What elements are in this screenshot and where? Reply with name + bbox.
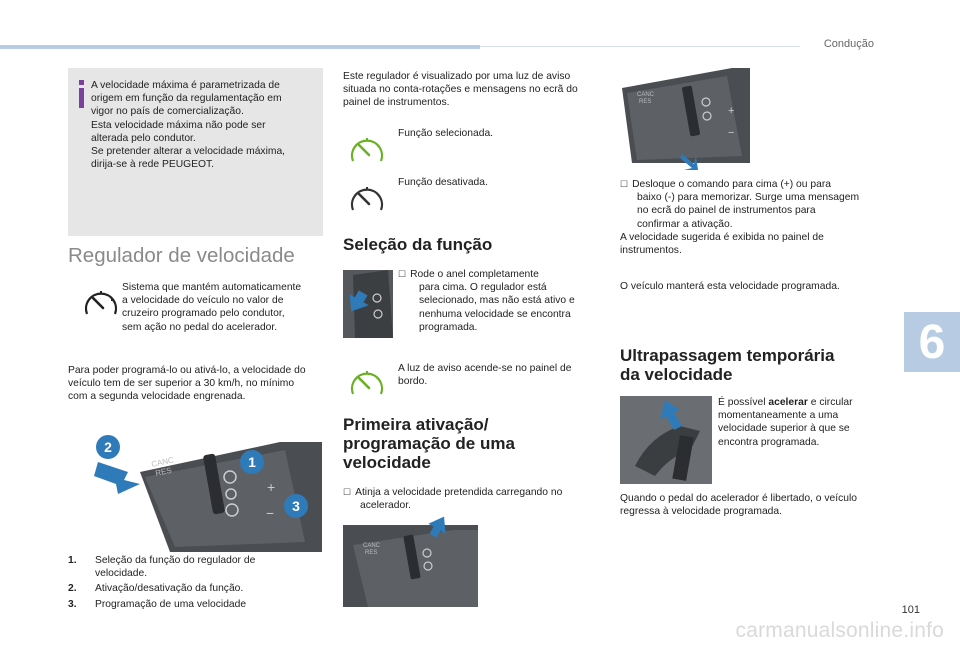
pedal-release-text: Quando o pedal do acelerador é libertado, o veículo regressa à velocidade programada. — [620, 493, 857, 518]
svg-text:CANC: CANC — [150, 455, 175, 469]
overtake-title: Ultrapassagem temporária da velocidade — [620, 346, 835, 384]
overtake-text: É possível acelerar e circular momentaneamente a uma velocidade superior à que se encontra programada. — [718, 397, 853, 448]
bullet-icon: ☐ — [620, 179, 629, 189]
cruise-requirement-text: Para poder programá-lo ou ativá-lo, a velocidade do veículo tem de ser superior a 30 km/h, no mínimo com a segunda velocidade engrenada. — [68, 365, 306, 403]
function-deactivated-label: Função desativada. — [398, 177, 488, 188]
cruise-intro-text: Sistema que mantém automaticamente a velocidade do veículo no valor de cruzeiro programado pelo condutor, sem ação no pedal do acelerador. — [122, 282, 302, 333]
speedometer-green-icon — [348, 366, 386, 398]
stalk-plus-minus-image — [622, 68, 750, 163]
warning-light-intro: Este regulador é visualizado por uma luz de aviso situada no conta-rotações e mensagens no ecrã do painel de instrumentos. — [343, 71, 578, 109]
info-icon — [76, 79, 88, 109]
list-item: 1. Seleção da função do regulador de velocidade. — [68, 555, 256, 580]
list-item: 3. Programação de uma velocidade — [68, 598, 247, 610]
maintain-speed-text: O veículo manterá esta velocidade programada. — [620, 281, 840, 292]
lamp-lit-text: A luz de aviso acende-se no painel de bordo. — [398, 363, 572, 388]
svg-text:2: 2 — [104, 439, 112, 455]
header-accent-bar — [0, 45, 480, 49]
svg-text:1: 1 — [248, 454, 256, 470]
cruise-stalk-image — [90, 432, 322, 552]
speedometer-green-icon — [348, 133, 386, 165]
svg-text:−: − — [728, 127, 735, 139]
speedometer-icon — [82, 286, 120, 318]
steps-list — [68, 554, 328, 613]
svg-text:CANC: CANC — [363, 543, 381, 549]
svg-text:+: + — [267, 479, 276, 495]
section-name: Condução — [823, 38, 874, 50]
ring-selector-image — [343, 270, 393, 338]
svg-text:+: + — [728, 105, 735, 117]
chapter-tab: 6 — [904, 312, 960, 372]
info-text: A velocidade máxima é parametrizada de origem em função da regulamentação em vigor no país de comercialização. Esta velocidade máxima não pode ser alterada pelo condutor. Se pretender alterar a velocidade máxima, dirija-se à rede PEUGEOT. — [91, 80, 286, 171]
accelerator-pedal-image — [620, 396, 712, 484]
speedometer-grey-icon — [348, 182, 386, 214]
memorize-instructions: ☐ Desloque o comando para cima (+) ou para baixo (-) para memorizar. Surge uma mensagem no ecrã do painel de instrumentos para confirmar a ativação. A velocidade sugerida é exibida no painel de instrumentos. — [620, 179, 860, 257]
svg-text:RES: RES — [154, 465, 173, 478]
selection-title: Seleção da função — [343, 235, 493, 254]
arrow-down-right-icon — [680, 150, 700, 172]
bullet-icon: ☐ — [343, 487, 352, 497]
page-number: 101 — [901, 604, 920, 616]
svg-text:−: − — [266, 505, 275, 521]
svg-text:RES: RES — [365, 550, 378, 556]
info-box — [68, 68, 323, 236]
selection-instructions: ☐ Rode o anel completamente para cima. O regulador está selecionado, mas não está ativo e nenhuma velocidade se encontra programada. — [398, 269, 575, 333]
first-activation-text: ☐ Atinja a velocidade pretendida carregando no acelerador. — [343, 487, 563, 512]
bullet-icon: ☐ — [398, 269, 407, 279]
svg-text:CANC: CANC — [637, 92, 655, 98]
svg-text:RES: RES — [639, 99, 652, 105]
function-selected-label: Função selecionada. — [398, 128, 494, 139]
svg-text:3: 3 — [292, 498, 300, 514]
section-title-cruise-control: Regulador de velocidade — [68, 244, 295, 267]
list-item: 2. Ativação/desativação da função. — [68, 583, 244, 595]
watermark: carmanualsonline.info — [735, 619, 944, 642]
first-activation-title: Primeira ativação/ programação de uma velocidade — [343, 415, 515, 472]
header-rule — [480, 46, 800, 47]
stalk-up-image — [343, 515, 478, 607]
